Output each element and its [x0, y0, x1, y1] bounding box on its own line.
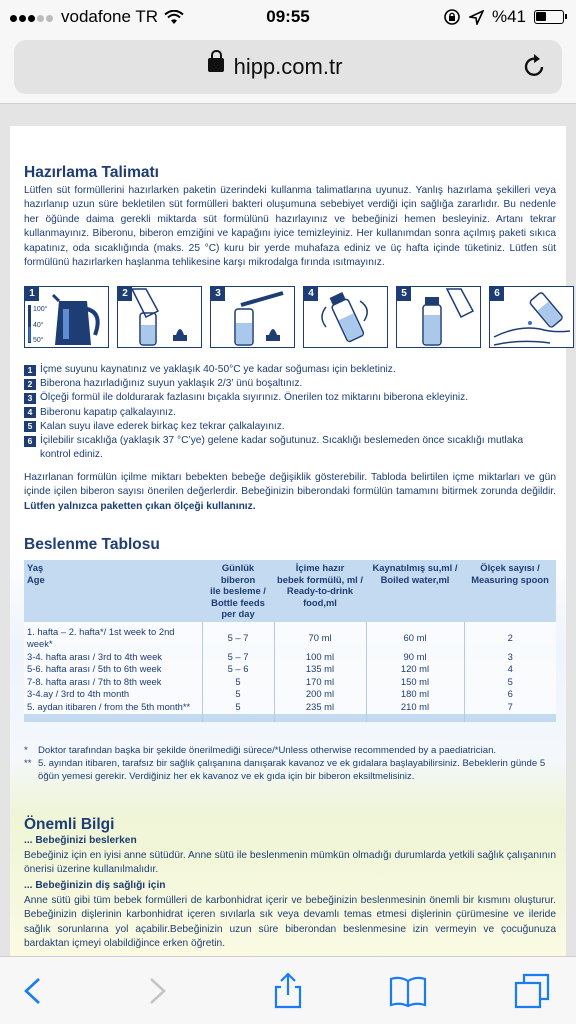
- prep-step: 5 Kalan suyu ilave ederek birkaç kez tekrar çalkalayınız.: [24, 420, 556, 434]
- step-2-illustration: 2: [117, 286, 202, 348]
- thermo-label-100: 100°: [33, 306, 48, 313]
- prep-step: 2 Biberona hazırladığınız suyun yaklaşık 2/3’ ünü boşaltınız.: [24, 377, 556, 391]
- prep-step: 1 İçme suyunu kaynatınız ve yaklaşık 40-50°C ye kadar soğuması için bekletiniz.: [24, 363, 556, 377]
- table-row: 3-4.ay / 3rd to 4th month 5 200 ml 180 ml 6: [24, 688, 556, 701]
- thermo-label-40: 40°: [33, 322, 44, 329]
- document-page: [10, 126, 566, 956]
- rotation-lock-icon: [443, 8, 461, 26]
- table-row: 7-8. hafta arası / 7th to 8th week 5 170 ml 150 ml 5: [24, 676, 556, 689]
- status-bar: [0, 0, 576, 36]
- info-subtitle-1: ... Bebeğinizi beslerken: [24, 835, 137, 846]
- status-right: [443, 7, 564, 27]
- battery-icon: [534, 10, 564, 24]
- info-text-1: Bebeğiniz için en iyisi anne sütüdür. Anne sütü ile beslenmenin mümkün olmadığı durumlarda yetkili sağlık çalışanının önerisi üzerine kullanılmalıdır.: [24, 850, 556, 876]
- feeding-table: [24, 560, 556, 722]
- footnote: * Doktor tarafından başka bir şekilde önerilmediği sürece/*Unless otherwise recommended by a paediatrician.: [24, 745, 497, 756]
- step-5-illustration: 5: [396, 286, 481, 348]
- browser-header: [0, 36, 576, 104]
- header-age: Yaş Age: [24, 560, 202, 622]
- header-water: Kaynatılmış su,ml / Boiled water,ml: [366, 560, 464, 622]
- pour-water-icon: [118, 287, 203, 349]
- carrier-label: vodafone TR: [61, 7, 159, 26]
- info-text-2: Anne sütü gibi tüm bebek formülleri de karbonhidrat içerir ve bebeğinizin beslenmesinin önemli bir kısmını oluşturur. Bebeğinizin dişlerinin karbonhidrat içeren sıvılarla sık veya devamlı temas etmesi dişlerinin çürümesine ve ileride sağlık sorunlarına yol açabilir.Bebeğinizin uzun süre biberondan beslenmesine izin vermeyin ve çocuğunuza bardaktan içmeyi olabildiğince erken öğretin.: [24, 895, 556, 950]
- back-icon[interactable]: [14, 971, 54, 1011]
- prep-intro: Lütfen süt formüllerini hazırlarken paketin üzerindeki kullanma talimatlarına uyunuz. Yanlış hazırlama şekilleri veya hazırlanıp uzun süre bekletilen süt formülleri bakteri oluşumuna sebebiyet verdiği için sağlığa zararlıdır. Bu nedenle her öğünde daima gerekli miktarda süt formülünü hazırlayınız ve bebeğinizi hemen besleyiniz. Artanı tekrar kullanmayınız. Biberonu, biberon emziğini ve kapağını iyice temizleyiniz. Her kullanımdan sonra açılmış paketi sıkıca kapatınız, oda sıcaklığında (maks. 25 °C) kuru bir yerde muhafaza ediniz ve üç hafta içinde tüketiniz. Lütfen süt formülünü hazırlarken haşlanma tehlikesine karşı mikrodalga fırında ısıtmayınız.: [24, 185, 556, 269]
- feeding-title: Beslenme Tablosu: [24, 536, 160, 553]
- table-header-row: [24, 560, 556, 622]
- prep-steps-list: [24, 363, 556, 462]
- add-water-icon: [397, 287, 482, 349]
- tabs-icon[interactable]: [512, 971, 552, 1011]
- prep-note: Hazırlanan formülün içilme miktarı bebekten bebeğe değişiklik gösterebilir. Tabloda belirtilen içme miktarları ve gün içinde içilen biberon sayısı önerilen değerlerdir. Bebeğinizin biberondaki formülün tamamını bitirmek zorunda değildir. Lütfen yalnızca paketten çıkan ölçeği kullanınız.: [24, 472, 556, 512]
- step-3-illustration: 3: [210, 286, 295, 348]
- table-row: 5-6. hafta arası / 5th to 6th week 5 – 6 135 ml 120 ml 4: [24, 663, 556, 676]
- url-text[interactable]: hipp.com.tr: [233, 54, 343, 79]
- table-row: 5. aydan itibaren / from the 5th month** 5 235 ml 210 ml 7: [24, 701, 556, 714]
- header-scoops: Ölçek sayısı / Measuring spoon: [464, 560, 556, 622]
- battery-percent: %41: [491, 7, 526, 26]
- header-feeds: Günlük biberon ile besleme / Bottle feeds per day: [202, 560, 274, 622]
- web-content[interactable]: [0, 104, 576, 956]
- bookmarks-icon[interactable]: [388, 971, 428, 1011]
- prep-title: Hazırlama Talimatı: [24, 164, 159, 181]
- shake-bottle-icon: [304, 287, 389, 349]
- footnote: ** 5. ayından itibaren, tarafsız bir sağlık çalışanına danışarak kavanoz ve ek gıdalara başlayabilirsiniz. Bebeklerin günde 5 öğün yemesi gerekir. Verdiğiniz her ek kavanoz ve ek gıda için bir biberon eksiltmelisiniz.: [24, 758, 546, 782]
- footnotes: [24, 744, 556, 783]
- prep-step: 3 Ölçeği formül ile doldurarak fazlasını bıçakla sıyırınız. Önerilen toz miktarını biberona ekleyiniz.: [24, 391, 556, 405]
- step-illustrations: [24, 286, 574, 348]
- header-volume: İçime hazır bebek formülü, ml / Ready-to-drink food,ml: [274, 560, 366, 622]
- clock: 09:55: [266, 7, 310, 26]
- reload-icon[interactable]: [520, 52, 548, 80]
- test-temperature-icon: [490, 287, 575, 349]
- info-title: Önemli Bilgi: [24, 816, 115, 833]
- step-4-illustration: 4: [303, 286, 388, 348]
- table-row: 1. hafta – 2. hafta*/ 1st week to 2nd week* 5 – 7 70 ml 60 ml 2: [24, 622, 556, 651]
- step-1-illustration: 1 100° 40° 50°: [24, 286, 109, 348]
- address-bar[interactable]: [14, 40, 562, 94]
- forward-icon[interactable]: [136, 971, 176, 1011]
- location-icon: [469, 10, 484, 25]
- prep-step: 6 İçilebilir sıcaklığa (yaklaşık 37 °C’ye) gelene kadar soğutunuz. Sıcaklığı beslemeden önce sıcaklığı mutlaka kontrol ediniz.: [24, 434, 556, 462]
- browser-toolbar: [0, 956, 576, 1024]
- step-6-illustration: 6: [489, 286, 574, 348]
- scoop-powder-icon: [211, 287, 296, 349]
- prep-step: 4 Biberonu kapatıp çalkalayınız.: [24, 406, 556, 420]
- table-row: 3-4. hafta arası / 3rd to 4th week 5 – 7 100 ml 90 ml 3: [24, 651, 556, 664]
- info-subtitle-2: ... Bebeğinizin diş sağlığı için: [24, 880, 166, 891]
- share-icon[interactable]: [268, 971, 308, 1011]
- thermo-label-50: 50°: [33, 337, 44, 344]
- table-footer-band: [24, 714, 556, 722]
